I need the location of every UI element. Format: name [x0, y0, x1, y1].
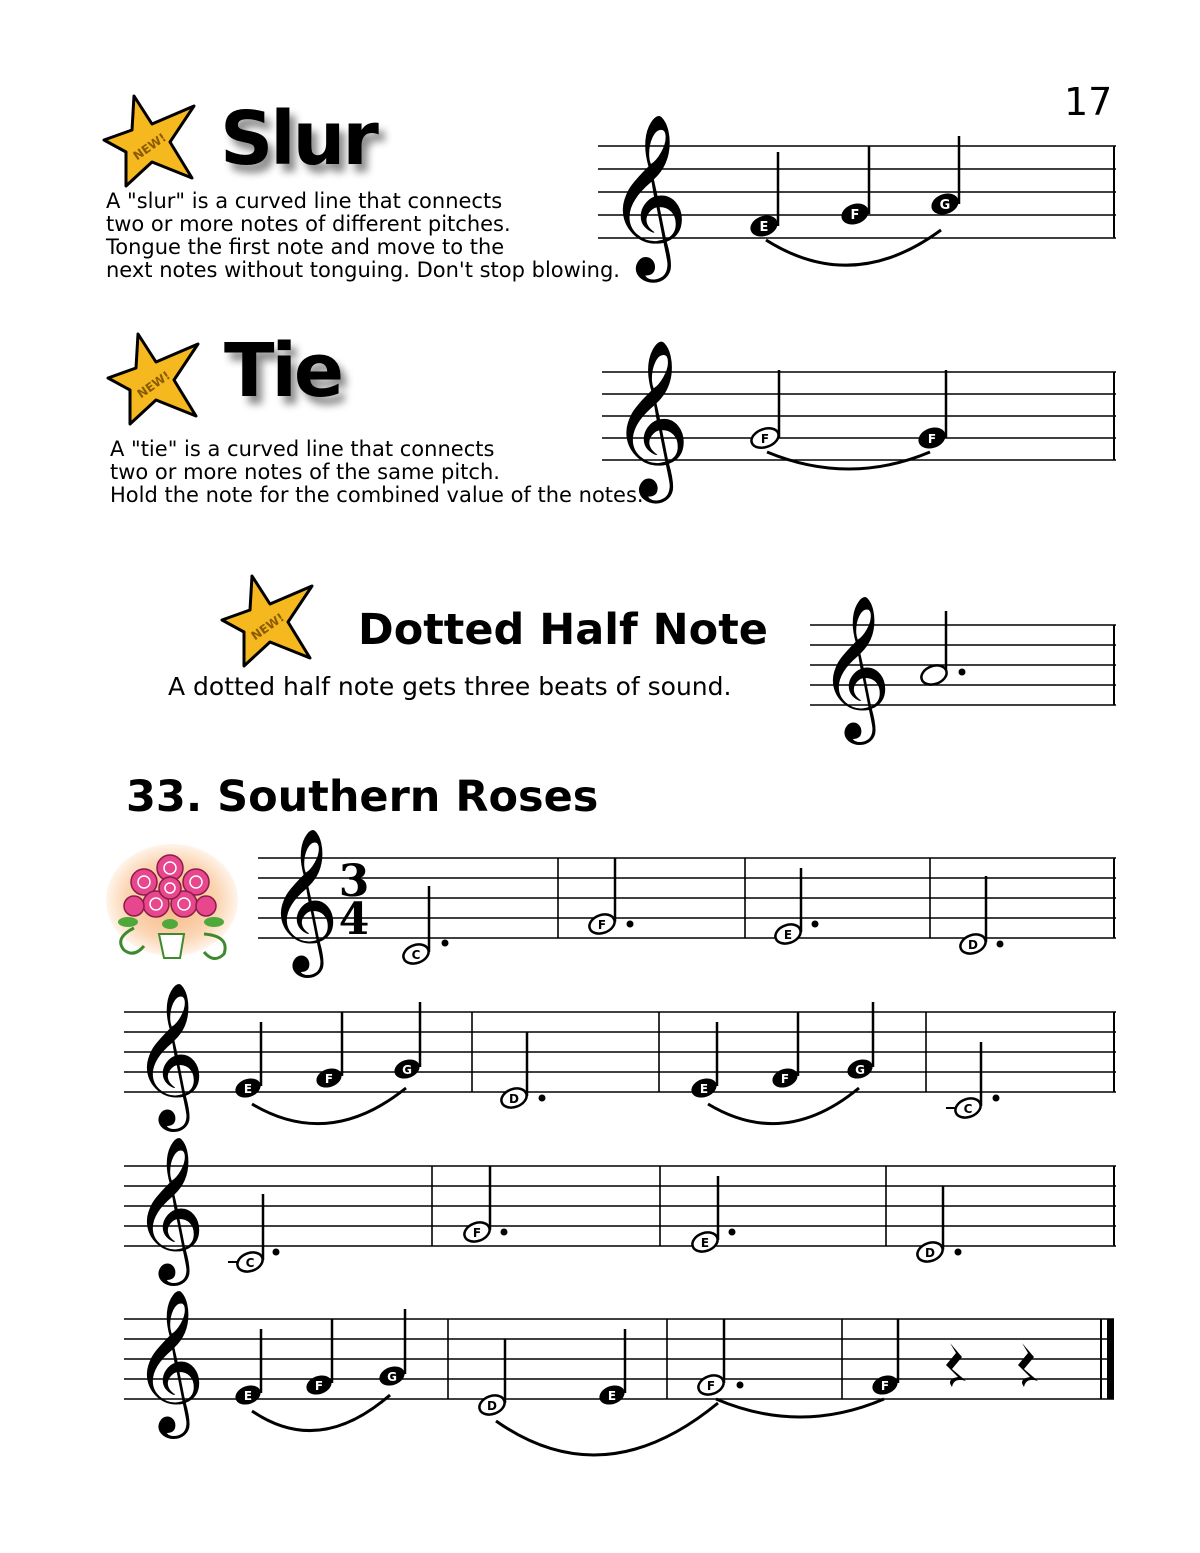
note-e	[773, 868, 819, 947]
note-c	[946, 1042, 1000, 1121]
treble-clef-icon: 𝄞	[610, 339, 691, 497]
note-f	[915, 370, 948, 452]
svg-text:F: F	[780, 1072, 790, 1086]
treble-clef-icon: 𝄞	[606, 113, 689, 276]
new-badge-label: NEW!	[130, 130, 169, 164]
description-line: Hold the note for the combined value of the notes.	[110, 483, 644, 507]
quarter-rest-icon	[946, 1343, 966, 1387]
svg-text:F: F	[597, 918, 607, 932]
quarter-rest-icon	[1018, 1343, 1038, 1387]
description-line: Tongue the first note and move to the	[106, 235, 505, 259]
note-g	[392, 1002, 423, 1082]
note-e	[597, 1329, 628, 1408]
slur-title: Slur	[220, 96, 376, 182]
svg-text:C: C	[411, 948, 421, 962]
treble-clef-icon: 𝄞	[266, 828, 340, 972]
note-f	[838, 146, 871, 228]
new-star-icon	[104, 330, 204, 425]
tie-curve	[716, 1399, 884, 1417]
slur-curve	[252, 1395, 390, 1431]
description-line: two or more notes of different pitches.	[106, 212, 511, 236]
song-staff-line-3	[124, 1136, 1118, 1292]
svg-text:G: G	[939, 198, 951, 213]
svg-text:E: E	[243, 1389, 253, 1403]
dotted-half-note-description: A dotted half note gets three beats of sound.	[168, 672, 732, 701]
svg-text:C: C	[963, 1102, 973, 1116]
song-title: 33. Southern Roses	[126, 772, 599, 822]
note-e	[747, 152, 780, 240]
song-staff-line-2	[124, 982, 1118, 1140]
new-star-icon	[218, 572, 318, 667]
description-line: two or more notes of the same pitch.	[110, 460, 500, 484]
svg-text:F: F	[472, 1226, 482, 1240]
tie-description	[110, 438, 644, 507]
svg-text:G: G	[855, 1063, 865, 1077]
description-line: A "slur" is a curved line that connects	[106, 189, 503, 213]
svg-text:E: E	[783, 928, 793, 942]
note-f-hollow	[749, 370, 781, 451]
svg-text:F: F	[324, 1072, 334, 1086]
svg-text:E: E	[759, 220, 769, 235]
svg-text:D: D	[925, 1246, 935, 1260]
slur-curve	[252, 1088, 406, 1124]
song-staff-line-1	[258, 830, 1118, 980]
svg-text:E: E	[699, 1082, 709, 1096]
svg-text:E: E	[700, 1236, 710, 1250]
treble-clef-icon: 𝄞	[132, 1289, 206, 1433]
slur-description	[106, 190, 620, 282]
time-signature-bottom: 4	[338, 894, 370, 945]
slur-curve	[496, 1403, 718, 1455]
treble-clef-icon: 𝄞	[132, 982, 206, 1126]
svg-text:NEW!: NEW!	[134, 368, 173, 402]
svg-text:D: D	[487, 1399, 497, 1413]
note-g	[845, 1002, 876, 1082]
note-g	[928, 136, 961, 218]
page-number: 17	[1064, 80, 1113, 124]
svg-text:C: C	[245, 1256, 255, 1270]
svg-text:D: D	[968, 938, 978, 952]
new-star-icon	[100, 92, 200, 187]
svg-text:D: D	[509, 1092, 519, 1106]
svg-text:F: F	[880, 1379, 890, 1393]
dotted-half-staff	[810, 585, 1118, 739]
svg-text:NEW!: NEW!	[248, 610, 287, 644]
tie-title: Tie	[224, 328, 342, 414]
description-line: A "tie" is a curved line that connects	[110, 437, 495, 461]
rose-bouquet-icon	[104, 838, 244, 970]
treble-clef-icon: 𝄞	[132, 1136, 206, 1280]
svg-text:G: G	[402, 1063, 412, 1077]
augmentation-dot	[959, 669, 966, 676]
note-e	[690, 1176, 736, 1255]
svg-text:F: F	[706, 1379, 716, 1393]
svg-text:F: F	[850, 208, 860, 223]
slur-staff	[598, 100, 1118, 280]
dotted-half-note-title: Dotted Half Note	[358, 605, 768, 655]
note-g	[377, 1309, 408, 1389]
note-e	[233, 1022, 264, 1101]
dotted-half-note	[919, 662, 950, 688]
svg-text:F: F	[314, 1379, 324, 1393]
svg-text:F: F	[927, 432, 937, 446]
slur-curve	[708, 1088, 859, 1124]
tie-staff	[602, 328, 1118, 497]
svg-text:E: E	[243, 1082, 253, 1096]
svg-text:E: E	[607, 1389, 617, 1403]
slur-curve	[766, 230, 941, 265]
final-barline	[1107, 1319, 1114, 1399]
note-d	[958, 876, 1004, 957]
treble-clef-icon: 𝄞	[818, 595, 892, 739]
note-e	[233, 1329, 264, 1408]
svg-text:F: F	[760, 432, 770, 446]
description-line: next notes without tonguing. Don't stop blowing.	[106, 258, 620, 282]
note-e	[689, 1022, 720, 1101]
time-signature-top: 3	[338, 856, 370, 907]
song-staff-line-4	[124, 1289, 1118, 1495]
svg-text:G: G	[387, 1370, 397, 1384]
